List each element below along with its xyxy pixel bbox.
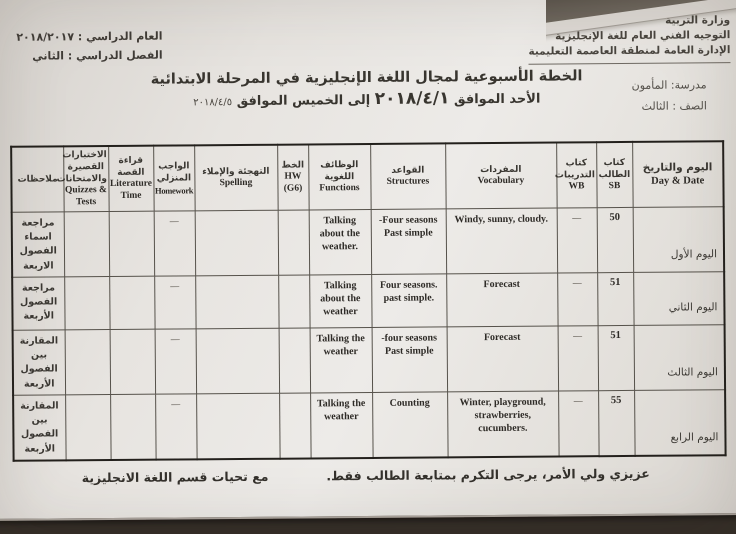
- homework-cell: —: [155, 329, 197, 394]
- table-row-day3: [13, 324, 725, 395]
- day-date-cell: اليوم الثالث: [634, 324, 726, 390]
- col-header-en: Spelling: [219, 177, 253, 189]
- structures-cell: -four seasons Past simple: [372, 327, 448, 393]
- col-header-en: WB: [568, 181, 585, 192]
- col-header-en: Day & Date: [651, 175, 705, 188]
- col-header-ar: الاختبارات القصيرة والامتحانات: [56, 149, 107, 185]
- literature-cell: [110, 394, 156, 460]
- structures-cell: Counting: [372, 392, 448, 458]
- structures-cell: Four seasons. past simple.: [371, 274, 446, 328]
- col-header-day-date: [632, 141, 724, 207]
- col-header-en: Functions: [319, 182, 360, 194]
- parent-note: عزيزي ولي الأمر، يرجى التكرم بمتابعة الطالب فقط.: [326, 465, 650, 484]
- literature-cell: [109, 211, 155, 276]
- sb-page-cell: 51: [597, 272, 633, 325]
- col-header-handwriting: [277, 144, 309, 210]
- plan-start-date: ٢٠١٨/٤/١: [374, 87, 450, 109]
- title-row: [3, 67, 731, 137]
- ministry-line-district: الإدارة العامة لمنطقة العاصمة التعليمية: [528, 43, 731, 58]
- class-name: الصف : الثالث: [641, 98, 707, 113]
- homework-cell: —: [155, 394, 197, 460]
- quizzes-cell: [64, 211, 110, 276]
- col-header-vocabulary: [445, 142, 557, 209]
- functions-cell: Talking the weather: [310, 392, 373, 458]
- col-header-sb: [596, 142, 633, 208]
- plan-end-date: ٢٠١٨/٤/٥: [193, 96, 233, 108]
- school-name: مدرسة: المأمون: [631, 77, 707, 92]
- wb-page-cell: —: [557, 272, 597, 325]
- col-header-ar: الواجب المنزلي: [156, 161, 192, 185]
- sb-page-cell: 50: [597, 207, 634, 272]
- col-header-en: Homework: [154, 184, 194, 196]
- photo-corner: [546, 0, 736, 44]
- functions-cell: Talking the weather: [310, 327, 373, 392]
- literature-cell: [109, 276, 154, 329]
- vocabulary-cell: Windy, sunny, cloudy.: [446, 208, 558, 274]
- spelling-cell: [196, 328, 280, 394]
- spelling-cell: [196, 393, 280, 459]
- col-header-ar: ملاحظات: [17, 174, 58, 185]
- col-header-notes: [11, 146, 64, 212]
- school-info-block: [632, 75, 707, 117]
- col-header-spelling: [194, 144, 278, 210]
- academic-year-label: العام الدراسي : ٢٠١٨/٢٠١٧: [16, 29, 163, 44]
- vocabulary-cell: Winter, playground, strawberries, cucumbers.: [447, 391, 559, 457]
- literature-cell: [110, 329, 156, 394]
- notes-cell: المقارنة بين الفصول الأربعة: [13, 330, 66, 395]
- col-header-ar: المفردات: [480, 164, 522, 175]
- col-header-ar: كتاب الطالب: [598, 157, 631, 180]
- col-header-ar: كتاب التدريبات: [554, 157, 595, 181]
- year-term-block: [16, 27, 163, 69]
- notes-cell: المقارنة بين الفصول الأربعة: [13, 395, 66, 461]
- col-header-en: Structures: [386, 176, 430, 187]
- wb-page-cell: —: [558, 390, 599, 456]
- day-date-cell: اليوم الثاني: [633, 272, 724, 326]
- plan-title-block: [137, 68, 597, 111]
- col-header-ar: الخط: [281, 160, 305, 171]
- notes-cell: مراجعة اسماء الفصول الاربعة: [12, 212, 65, 277]
- spelling-cell: [195, 210, 279, 276]
- col-header-en: Literature Time: [109, 178, 153, 201]
- table-header-row: [11, 141, 723, 212]
- functions-cell: Talking about the weather: [309, 274, 371, 327]
- homework-cell: —: [154, 211, 196, 276]
- table-row-day4: [13, 389, 725, 460]
- functions-cell: Talking about the weather.: [309, 209, 372, 274]
- vocabulary-cell: Forecast: [447, 326, 559, 392]
- wb-page-cell: —: [557, 207, 598, 272]
- sb-page-cell: 55: [598, 390, 635, 456]
- col-header-ar: اليوم والتاريخ: [642, 161, 713, 174]
- quizzes-cell: [65, 394, 111, 460]
- plan-dates: [137, 87, 597, 111]
- handwriting-cell: [278, 275, 309, 328]
- col-header-en: HW (G6): [283, 171, 303, 194]
- col-header-en: SB: [608, 180, 621, 192]
- col-header-quizzes: [56, 146, 109, 212]
- sb-page-cell: 51: [598, 325, 635, 390]
- plan-title: الخطة الأسبوعية لمجال اللغة الإنجليزية في المرحلة الابتدائية: [150, 67, 583, 88]
- col-header-ar: التهجئة والإملاء: [202, 166, 270, 178]
- handwriting-cell: [278, 210, 310, 275]
- col-header-homework: [153, 145, 195, 211]
- handwriting-cell: [279, 393, 311, 459]
- col-header-wb: [556, 142, 597, 208]
- wb-page-cell: —: [558, 325, 599, 390]
- spelling-cell: [195, 275, 278, 329]
- term-label: الفصل الدراسي : الثاني: [32, 48, 163, 63]
- structures-cell: -Four seasons Past simple: [371, 209, 447, 275]
- table-row-day2: [12, 272, 724, 331]
- quizzes-cell: [64, 276, 109, 329]
- col-header-ar: القواعد: [391, 165, 425, 176]
- handwriting-cell: [279, 328, 311, 393]
- plan-dates-prefix: الأحد الموافق: [453, 91, 541, 107]
- quizzes-cell: [65, 329, 111, 394]
- col-header-structures: [370, 143, 446, 209]
- day-date-cell: اليوم الرابع: [634, 389, 726, 455]
- col-header-en: Vocabulary: [477, 175, 525, 186]
- homework-cell: —: [154, 276, 195, 329]
- ministry-line-ministry: وزارة التربية: [665, 14, 731, 27]
- col-header-functions: [308, 144, 371, 210]
- department-signature: مع تحيات قسم اللغة الانجليزية: [81, 468, 269, 486]
- col-header-en: Quizzes & Tests: [64, 185, 107, 208]
- col-header-ar: قراءة القصة: [117, 155, 145, 178]
- plan-dates-middle: إلى الخميس الموافق: [236, 92, 371, 109]
- notes-cell: مراجعة الفصول الأربعة: [12, 277, 64, 330]
- day-date-cell: اليوم الأول: [633, 207, 725, 273]
- col-header-ar: الوظائف اللغوية: [320, 159, 359, 183]
- weekly-plan-table: [10, 140, 726, 462]
- table-row-day1: [12, 207, 724, 278]
- col-header-literature: [108, 145, 154, 211]
- vocabulary-cell: Forecast: [446, 273, 557, 327]
- ministry-line-supervision: التوجيه الفني العام للغة الإنجليزية: [555, 28, 731, 43]
- footer-row: [6, 456, 734, 486]
